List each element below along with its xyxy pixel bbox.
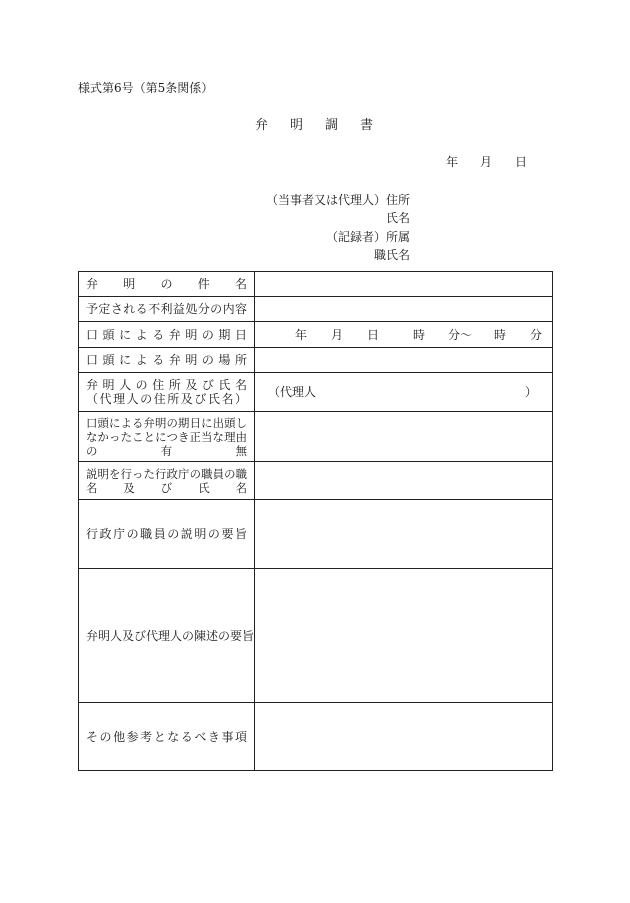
party-address-label: （当事者又は代理人）住所 [265, 193, 410, 207]
row-label [79, 272, 255, 297]
table-row [79, 322, 553, 348]
label-line: の有無 [86, 443, 247, 458]
datetime-minute-to: 分 [530, 327, 543, 342]
datetime-month: 月 [331, 327, 344, 342]
hearing-record-table [78, 271, 553, 771]
table-row [79, 412, 553, 462]
row-value [255, 297, 553, 322]
label-line: なかったことにつき正当な理由 [86, 429, 247, 444]
table-row [79, 569, 553, 703]
row-value [255, 500, 553, 569]
label-line: その他参考となるべき事項 [86, 729, 247, 744]
row-value [255, 348, 553, 373]
datetime-hour-to: 時 [494, 327, 507, 342]
table-row [79, 462, 553, 500]
table-row [79, 500, 553, 569]
label-line: 口頭による弁明の場所 [86, 353, 247, 367]
label-line: 行政庁の職員の説明の要旨 [86, 527, 247, 541]
date-day-label: 日 [515, 155, 528, 169]
label-line: 口頭による弁明の期日に出頭し [86, 415, 247, 430]
row-value [255, 272, 553, 297]
date-year-label: 年 [446, 155, 459, 169]
table-row [79, 703, 553, 771]
table-row [79, 373, 553, 412]
row-value [255, 412, 553, 462]
datetime-hour-from: 時 [413, 327, 426, 342]
row-label [79, 373, 255, 412]
datetime-year: 年 [295, 327, 308, 342]
label-line: 弁明の件名 [86, 277, 247, 291]
label-line: 予定される不利益処分の内容 [86, 302, 247, 316]
label-line: 弁明人及び代理人の陳述の要旨 [86, 628, 255, 643]
agent-suffix: ） [524, 385, 537, 399]
label-line: （代理人の住所及び氏名） [86, 392, 247, 406]
speaker-address-value [255, 373, 553, 412]
row-label [79, 322, 255, 348]
datetime-day: 日 [367, 327, 380, 342]
label-line: 口頭による弁明の期日 [86, 327, 247, 342]
row-value [255, 569, 553, 703]
recorder-title-name-label: 職氏名 [373, 248, 410, 262]
label-line: 説明を行った行政庁の職員の職 [86, 466, 247, 481]
recorder-affiliation-label: （記録者）所属 [325, 230, 410, 244]
party-name-label: 氏名 [385, 211, 410, 225]
datetime-minute-from: 分～ [448, 327, 473, 342]
document-title: 弁明調書 [255, 118, 396, 133]
row-value [255, 703, 553, 771]
row-label [79, 569, 255, 703]
row-label [79, 500, 255, 569]
row-label [79, 348, 255, 373]
date-month-label: 月 [480, 155, 493, 169]
agent-prefix: （代理人 [268, 385, 317, 399]
label-line: 弁明人の住所及び氏名 [86, 378, 247, 392]
row-label [79, 703, 255, 771]
form-number: 様式第6号（第5条関係） [78, 81, 214, 95]
label-line: 名及び氏名 [86, 480, 247, 495]
table-row [79, 272, 553, 297]
row-label [79, 297, 255, 322]
row-label [79, 412, 255, 462]
table-row [79, 297, 553, 322]
row-value [255, 462, 553, 500]
hearing-datetime-value [255, 322, 553, 348]
table-row [79, 348, 553, 373]
row-label [79, 462, 255, 500]
